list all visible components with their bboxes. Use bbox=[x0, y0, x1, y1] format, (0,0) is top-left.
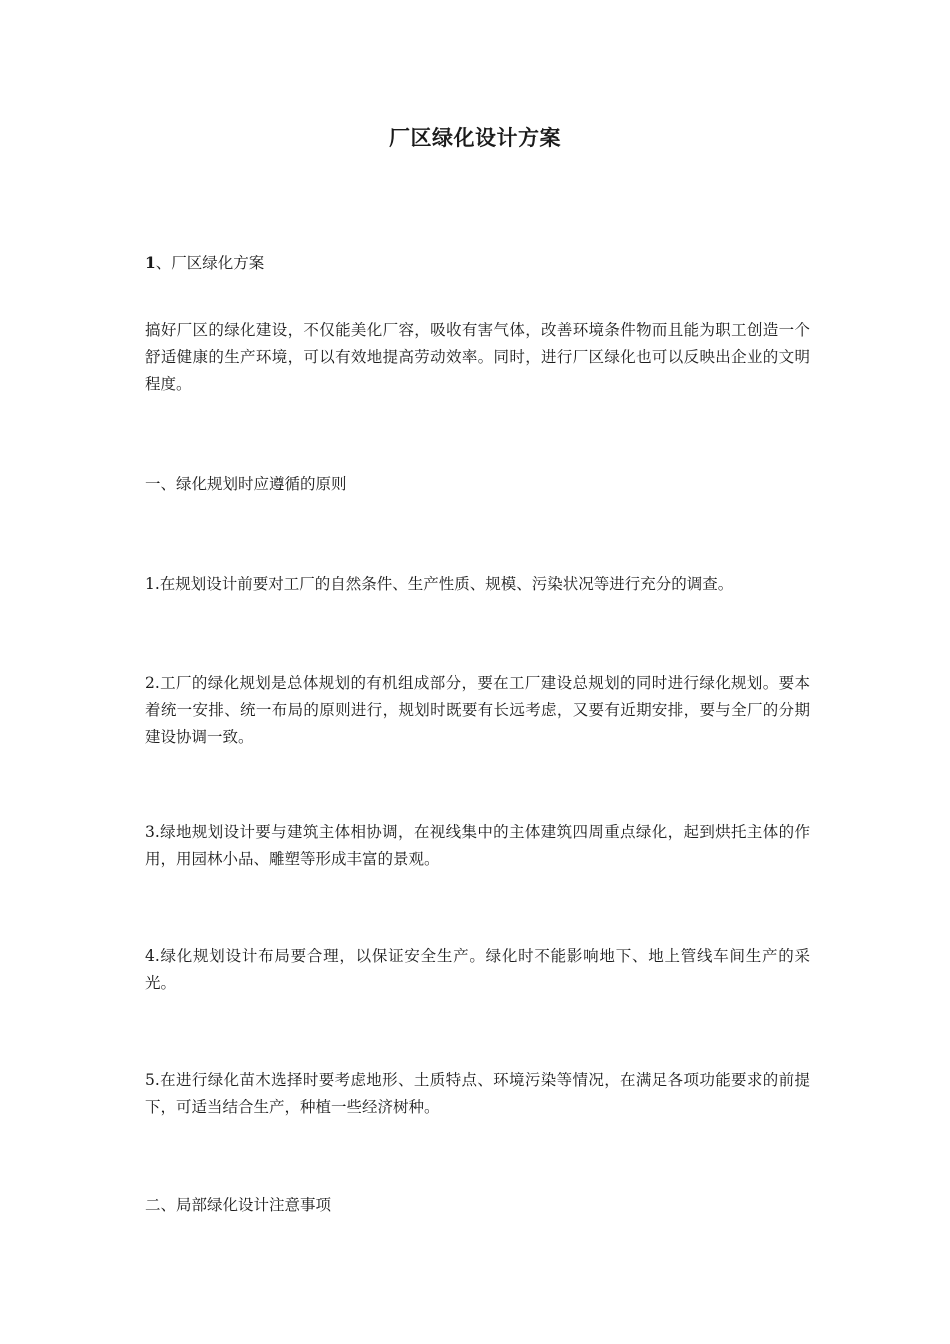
principle-item-4: 4.绿化规划设计布局要合理，以保证安全生产。绿化时不能影响地下、地上管线车间生产的采光。 bbox=[145, 947, 810, 992]
section-heading-text: 、厂区绿化方案 bbox=[155, 254, 265, 272]
principle-item-2: 2.工厂的绿化规划是总体规划的有机组成部分，要在工厂建设总规划的同时进行绿化规划。要本着统一安排、统一布局的原则进行，规划时既要有长远考虑，又要有近期安排，要与全厂的分期建设协调一致。 bbox=[145, 674, 810, 746]
principle-item-1: 1.在规划设计前要对工厂的自然条件、生产性质、规模、污染状况等进行充分的调查。 bbox=[145, 575, 734, 593]
principle-item-3: 3.绿地规划设计要与建筑主体相协调，在视线集中的主体建筑四周重点绿化，起到烘托主体的作用，用园林小品、雕塑等形成丰富的景观。 bbox=[145, 823, 810, 868]
section-number: 1 bbox=[145, 253, 156, 272]
heading-local-design: 二、局部绿化设计注意事项 bbox=[145, 1196, 332, 1214]
principle-item-5: 5.在进行绿化苗木选择时要考虑地形、土质特点、环境污染等情况，在满足各项功能要求的前提下，可适当结合生产，种植一些经济树种。 bbox=[145, 1071, 810, 1116]
document-title: 厂区绿化设计方案 bbox=[389, 125, 561, 150]
section-heading-1 bbox=[145, 249, 810, 277]
heading-principles: 一、绿化规划时应遵循的原则 bbox=[145, 475, 347, 493]
intro-paragraph: 搞好厂区的绿化建设，不仅能美化厂容，吸收有害气体，改善环境条件物而且能为职工创造一个舒适健康的生产环境，可以有效地提高劳动效率。同时，进行厂区绿化也可以反映出企业的文明程度。 bbox=[145, 321, 810, 393]
